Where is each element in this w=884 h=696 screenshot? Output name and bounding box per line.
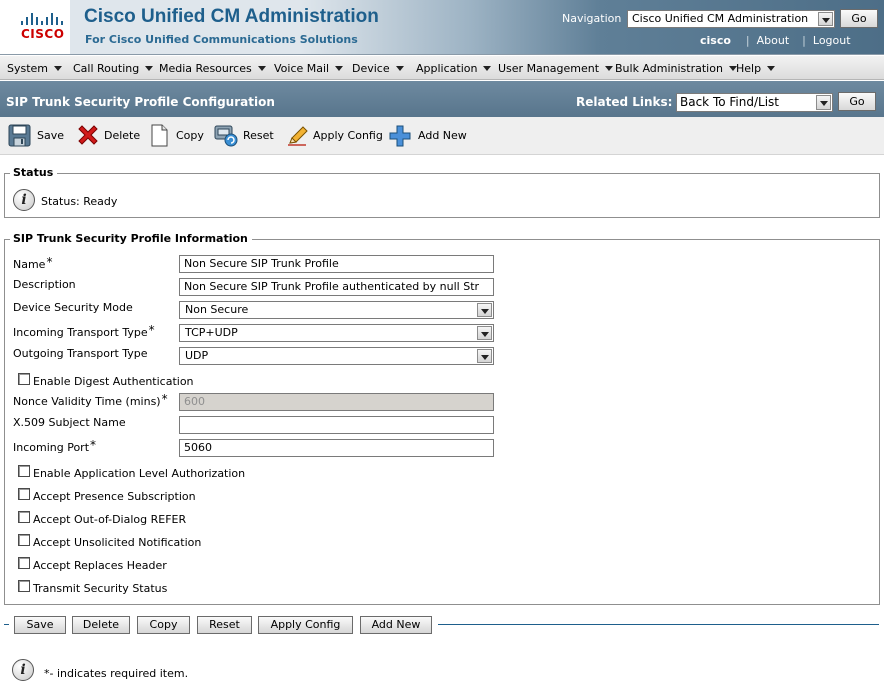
- toolbar-add-new-label: Add New: [418, 129, 467, 142]
- accept-presence-subscription-label: Accept Presence Subscription: [33, 490, 196, 503]
- incoming-port-input[interactable]: 5060: [179, 439, 494, 457]
- nonce-validity-label: [13, 392, 168, 408]
- required-note: *- indicates required item.: [44, 667, 189, 680]
- red-x-icon: [76, 124, 100, 148]
- reset-phone-icon: [214, 124, 240, 148]
- toolbar-copy-button[interactable]: [149, 124, 204, 148]
- outgoing-transport-value: UDP: [185, 349, 209, 362]
- cisco-logo: [18, 8, 66, 46]
- toolbar-copy-label: Copy: [176, 129, 204, 142]
- chevron-down-icon: [54, 66, 62, 71]
- enable-app-level-auth-label: Enable Application Level Authorization: [33, 467, 246, 480]
- current-user: cisco: [700, 34, 731, 47]
- outgoing-transport-select[interactable]: [179, 347, 494, 365]
- required-mark: *: [46, 255, 53, 269]
- cisco-logo-text: CISCO: [21, 27, 65, 41]
- document-copy-icon: [149, 124, 173, 148]
- accept-replaces-header-checkbox[interactable]: [18, 557, 30, 569]
- chevron-down-icon: [396, 66, 404, 71]
- navigation-select[interactable]: [627, 10, 835, 28]
- incoming-transport-select[interactable]: [179, 324, 494, 342]
- pencil-icon: [286, 124, 310, 148]
- accept-unsolicited-notification-label: Accept Unsolicited Notification: [33, 536, 202, 549]
- menu-label: Voice Mail: [274, 62, 330, 75]
- name-input[interactable]: Non Secure SIP Trunk Profile: [179, 255, 494, 273]
- device-security-mode-select[interactable]: [179, 301, 494, 319]
- chevron-down-icon: [477, 326, 492, 340]
- related-links-label: Related Links:: [576, 95, 673, 109]
- about-link[interactable]: About: [756, 34, 790, 47]
- chevron-down-icon: [818, 12, 833, 26]
- enable-digest-checkbox[interactable]: [18, 373, 30, 385]
- logout-link[interactable]: Logout: [812, 34, 851, 47]
- related-links-select[interactable]: [676, 93, 833, 112]
- navigation-label: Navigation: [562, 12, 622, 25]
- required-mark: *: [148, 323, 155, 337]
- info-icon: i: [13, 189, 35, 211]
- bottom-apply-config-button[interactable]: Apply Config: [258, 616, 353, 634]
- nonce-validity-input: 600: [179, 393, 494, 411]
- cisco-logo-bars-icon: [21, 11, 63, 25]
- outgoing-transport-label: Outgoing Transport Type: [13, 347, 148, 360]
- chevron-down-icon: [145, 66, 153, 71]
- device-security-mode-value: Non Secure: [185, 303, 249, 316]
- transmit-security-status-label: Transmit Security Status: [33, 582, 168, 595]
- profile-info-legend: SIP Trunk Security Profile Information: [10, 232, 252, 245]
- menu-application[interactable]: [416, 62, 491, 75]
- device-security-mode-label: Device Security Mode: [13, 301, 133, 314]
- menu-user-management[interactable]: [498, 62, 613, 75]
- toolbar-save-label: Save: [37, 129, 65, 142]
- toolbar-save-button[interactable]: [8, 124, 66, 148]
- toolbar-delete-label: Delete: [104, 129, 141, 142]
- page-title-bar: [0, 81, 884, 117]
- x509-subject-input[interactable]: [179, 416, 494, 434]
- app-subtitle: For Cisco Unified Communications Solutions: [85, 33, 358, 46]
- chevron-down-icon: [816, 95, 831, 110]
- accept-presence-subscription-checkbox[interactable]: [18, 488, 30, 500]
- menu-system[interactable]: [7, 62, 62, 75]
- toolbar-apply-config-label: Apply Config: [313, 129, 383, 142]
- app-header: [0, 0, 884, 55]
- nonce-validity-label-text: Nonce Validity Time (mins): [13, 395, 161, 408]
- status-legend: Status: [10, 166, 57, 179]
- accept-out-of-dialog-refer-checkbox[interactable]: [18, 511, 30, 523]
- menu-device[interactable]: [352, 62, 404, 75]
- chevron-down-icon: [483, 66, 491, 71]
- required-mark: *: [90, 438, 97, 452]
- menu-label: Bulk Administration: [615, 62, 723, 75]
- name-label-text: Name: [13, 258, 46, 271]
- action-toolbar: [0, 117, 884, 155]
- status-text: Status: Ready: [41, 195, 118, 208]
- required-mark: *: [161, 392, 168, 406]
- accept-unsolicited-notification-checkbox[interactable]: [18, 534, 30, 546]
- divider-line: [4, 624, 9, 625]
- menu-bulk-administration[interactable]: [615, 62, 737, 75]
- transmit-security-status-checkbox[interactable]: [18, 580, 30, 592]
- main-menu-bar: [0, 56, 884, 80]
- bottom-add-new-button[interactable]: Add New: [360, 616, 432, 634]
- status-panel: [4, 166, 880, 218]
- menu-label: System: [7, 62, 49, 75]
- divider-line: [438, 624, 879, 625]
- app-title: Cisco Unified CM Administration: [84, 6, 379, 27]
- navigation-select-value: Cisco Unified CM Administration: [632, 12, 809, 25]
- accept-replaces-header-label: Accept Replaces Header: [33, 559, 167, 572]
- x509-subject-label: X.509 Subject Name: [13, 416, 126, 429]
- description-label: Description: [13, 278, 76, 291]
- name-label: [13, 255, 52, 271]
- menu-label: Device: [352, 62, 390, 75]
- enable-app-level-auth-checkbox[interactable]: [18, 465, 30, 477]
- bottom-save-button[interactable]: Save: [14, 616, 66, 634]
- menu-label: Help: [736, 62, 762, 75]
- chevron-down-icon: [477, 349, 492, 363]
- chevron-down-icon: [605, 66, 613, 71]
- related-links-value: Back To Find/List: [680, 95, 779, 109]
- chevron-down-icon: [477, 303, 492, 317]
- incoming-port-label-text: Incoming Port: [13, 441, 90, 454]
- menu-voice-mail[interactable]: [274, 62, 343, 75]
- plus-icon: [388, 124, 412, 148]
- incoming-transport-label: [13, 323, 155, 339]
- bottom-reset-button[interactable]: Reset: [197, 616, 252, 634]
- description-input[interactable]: Non Secure SIP Trunk Profile authenticated by null Str: [179, 278, 494, 296]
- menu-label: User Management: [498, 62, 600, 75]
- menu-label: Application: [416, 62, 478, 75]
- toolbar-reset-button[interactable]: [214, 124, 274, 148]
- toolbar-reset-label: Reset: [243, 129, 274, 142]
- menu-media-resources[interactable]: [159, 62, 266, 75]
- floppy-disk-icon: [8, 124, 32, 148]
- incoming-port-label: [13, 438, 96, 454]
- bottom-delete-button[interactable]: Delete: [72, 616, 130, 634]
- toolbar-delete-button[interactable]: [76, 124, 141, 148]
- toolbar-add-new-button[interactable]: [388, 124, 466, 148]
- navigation-go-button[interactable]: Go: [840, 9, 878, 28]
- menu-label: Call Routing: [73, 62, 140, 75]
- menu-call-routing[interactable]: [73, 62, 153, 75]
- header-links: cisco | About | Logout: [700, 34, 851, 47]
- info-icon: i: [12, 659, 34, 681]
- chevron-down-icon: [258, 66, 266, 71]
- chevron-down-icon: [767, 66, 775, 71]
- bottom-copy-button[interactable]: Copy: [137, 616, 190, 634]
- incoming-transport-label-text: Incoming Transport Type: [13, 326, 148, 339]
- menu-label: Media Resources: [159, 62, 252, 75]
- enable-digest-label: Enable Digest Authentication: [33, 375, 194, 388]
- chevron-down-icon: [335, 66, 343, 71]
- menu-help[interactable]: [736, 62, 775, 75]
- page-title: SIP Trunk Security Profile Configuration: [6, 95, 275, 109]
- toolbar-apply-config-button[interactable]: [286, 124, 383, 148]
- accept-out-of-dialog-refer-label: Accept Out-of-Dialog REFER: [33, 513, 187, 526]
- incoming-transport-value: TCP+UDP: [185, 326, 238, 339]
- related-links-go-button[interactable]: Go: [838, 92, 876, 111]
